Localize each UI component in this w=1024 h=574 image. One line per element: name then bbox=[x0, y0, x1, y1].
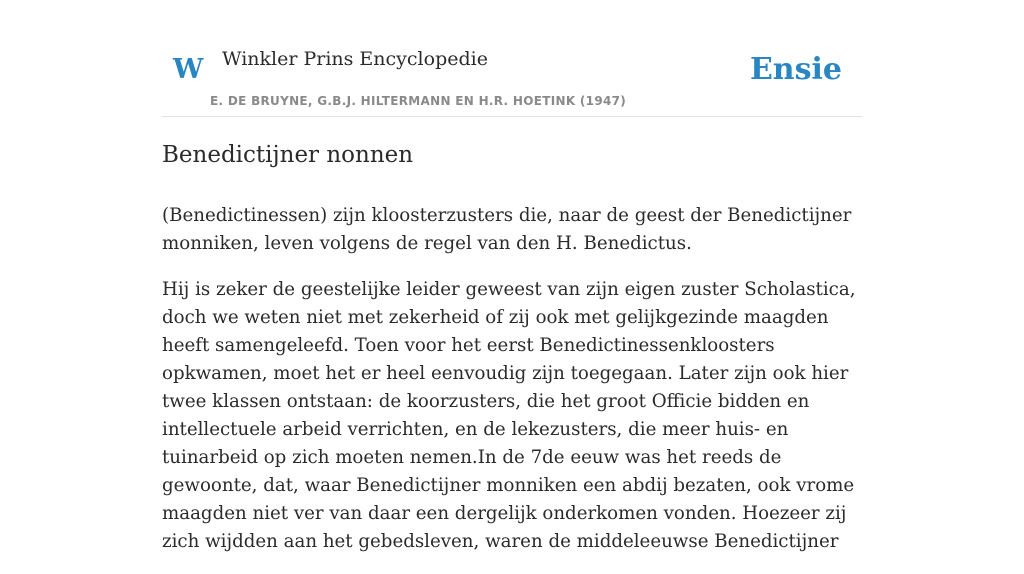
publication-title[interactable]: Winkler Prins Encyclopedie bbox=[222, 48, 488, 70]
article-paragraph: (Benedictinessen) zijn kloosterzusters die, naar de geest der Benedictijner monniken, leven volgens de regel van den H. Benedictus. bbox=[162, 205, 852, 254]
article bbox=[162, 138, 862, 574]
brand-logo[interactable]: Ensie bbox=[749, 52, 842, 87]
publication-logo[interactable]: W bbox=[173, 54, 204, 85]
publication-authors: E. DE BRUYNE, G.B.J. HILTERMANN EN H.R. HOETINK (1947) bbox=[210, 94, 627, 108]
header bbox=[162, 0, 862, 117]
article-paragraph: Hij is zeker de geestelijke leider geweest van zijn eigen zuster Scholastica, doch we weten niet met zekerheid of zij ook met gelijkgezinde maagden heeft samengeleefd. Toen voor het eerst Benedictinessenkloosters opkwamen, moet het er heel eenvoudig zijn toegegaan. Later zijn ook hier twee klassen ontstaan: de koorzusters, die het groot Officie bidden en intellectuele arbeid verrichten, en de lekezusters, die meer huis- en tuinarbeid op zich moeten nemen.In de 7de eeuw was het reeds de gewoonte, dat, waar Benedictijner monniken een abdij bezaten, ook vrome maagden niet ver van daar een dergelijk onderkomen vonden. Hoezeer zij zich wijdden aan het gebedsleven, waren de middeleeuwse Benedictijner bbox=[162, 279, 856, 552]
article-title: Benedictijner nonnen bbox=[162, 142, 414, 168]
